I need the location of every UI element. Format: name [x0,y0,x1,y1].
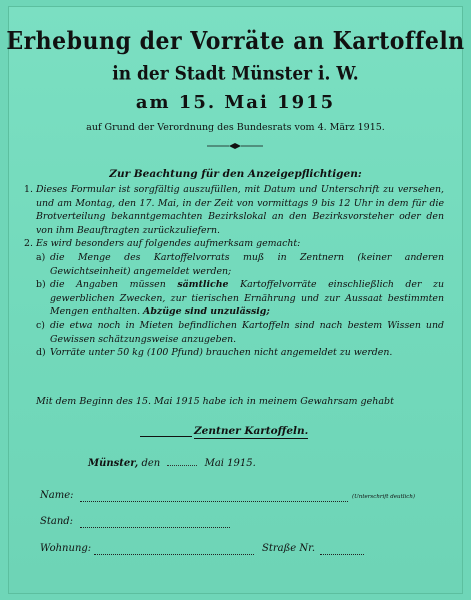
month-year-label: Mai 1915. [204,458,256,469]
den-label: den [141,458,161,469]
strasse-number-fill-line[interactable] [320,554,364,555]
emphasis-text: Abzüge sind unzulässig; [143,306,270,318]
sub-item-letter: b) [36,279,46,291]
legal-basis: auf Grund der Verordnung des Bundesrats vom 4. März 1915. [86,122,385,133]
sub-item-text: die Menge des Kartoffelvorrats muß in Zentnern (keiner anderen Gewichtseinheit) angemeldet werden; [50,251,444,277]
list-item [24,237,444,251]
wohnung-label: Wohnung: [40,543,92,554]
name-fill-line[interactable] [80,501,348,502]
sub-item-letter: d) [36,347,46,359]
statement-text: Mit dem Beginn des 15. Mai 1915 habe ich in meinem Gewahrsam gehabt [36,396,394,407]
stand-label: Stand: [40,516,74,527]
city-label: Münster, [88,458,139,469]
notice-heading: Zur Beachtung für den Anzeigepflichtigen: [109,168,362,180]
sub-item-b [24,278,444,319]
sub-item-a [24,251,444,278]
zentner-entry [140,425,340,441]
zentner-label: Zentner Kartoffeln. [194,425,309,437]
emphasis-text: sämtliche [177,279,229,291]
day-fill-line[interactable] [167,465,197,466]
sub-item-letter: a) [36,251,46,263]
sub-item-c [24,319,444,346]
list-item [24,183,444,237]
title-line-1: Erhebung der Vorräte an Kartoffeln [6,26,465,56]
item-text: Es wird besonders auf folgendes aufmerksam gemacht: [36,238,301,250]
title-date: am 15. Mai 1915 [135,92,336,113]
text-part: Kartoffelvorräte einschließlich der zu gewerblichen Zwecken, zur tierischen Ernährung und zur Aussaat bestimmten Mengen enthalten. [50,279,444,318]
item-text: Dieses Formular ist sorgfältig auszufüllen, mit Datum und Unterschrift zu versehen, und am Montag, den 17. Mai, in der Zeit von vormittags 9 bis 12 Uhr in dem für die Brotverteilung bekanntgemachten Bezirkslokal an den Bezirksvorsteher oder den von ihm Beauftragten zurückzuliefern. [36,184,444,236]
ornament-divider [205,142,265,150]
sub-item-letter: c) [36,319,45,331]
sub-item-d [24,346,444,360]
item-number: 1. [24,184,33,195]
notice-list [24,183,444,360]
text-part: die Angaben müssen [50,279,178,291]
sub-item-text: die etwa noch in Mieten befindlichen Kartoffeln sind nach bestem Wissen und Gewissen schätzungsweise anzugeben. [50,319,444,345]
stand-fill-line[interactable] [80,527,230,528]
zentner-fill-line[interactable] [140,436,192,437]
sub-item-text: Vorräte unter 50 kg (100 Pfund) brauchen nicht angemeldet zu werden. [50,347,393,359]
title-line-2: in der Stadt Münster i. W. [112,63,359,85]
wohnung-fill-line[interactable] [94,554,254,555]
strasse-label: Straße Nr. [262,543,315,554]
name-label: Name: [40,490,74,501]
signature-hint: (Unterschrift deutlich) [352,494,416,500]
item-number: 2. [24,238,33,250]
sub-item-text [50,278,444,319]
date-line [88,458,256,469]
